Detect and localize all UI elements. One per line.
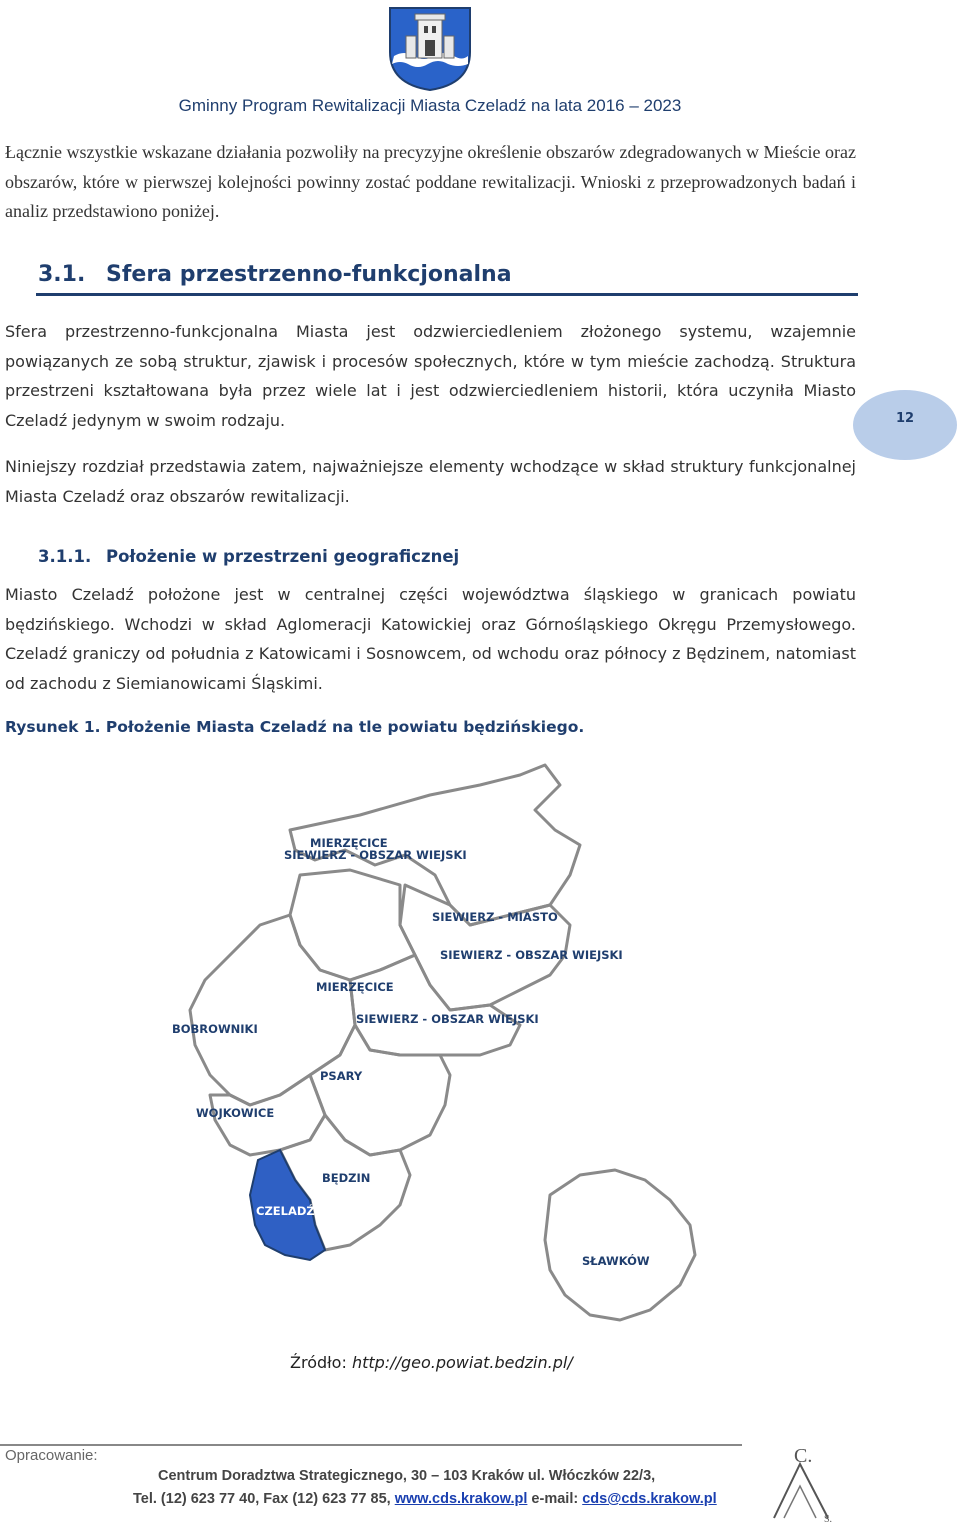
map-region-siewierz-obszar-mid <box>350 955 520 1055</box>
cds-logo-icon <box>764 1446 838 1524</box>
map-label-mierzecice-mid: MIERZĘCICE <box>316 980 394 994</box>
map-label-psary: PSARY <box>320 1069 363 1083</box>
footer-phone-fax: Tel. (12) 623 77 40, Fax (12) 623 77 85, <box>133 1491 395 1507</box>
map-region-psary <box>310 1025 450 1155</box>
subsection-title: Położenie w przestrzeni geograficznej <box>106 547 460 566</box>
section-paragraph-1: Sfera przestrzenno-funkcjonalna Miasta jest odzwierciedleniem złożonego systemu, wzajemnie powiązanych ze sobą struktur, zjawisk i procesów społecznych, które w tym mieście zachodzą. Struktura przestrzeni kształtowana była przez wiele lat i jest odzwierciedleniem historii, która uczyniła Miasto Czeladź jedynym w swoim rodzaju. <box>5 322 856 430</box>
figure-source-url[interactable]: http://geo.powiat.bedzin.pl/ <box>351 1353 573 1372</box>
section-number: 3.1. <box>38 262 86 287</box>
footer-label: Opracowanie: <box>5 1447 98 1464</box>
footer-contact <box>133 1491 717 1507</box>
cds-logo-sub: S. <box>824 1514 833 1524</box>
map-label-siewierz-miasto: SIEWIERZ - MIASTO <box>432 910 558 924</box>
section-title: Sfera przestrzenno-funkcjonalna <box>106 262 512 287</box>
footer-email-prefix: e-mail: <box>527 1491 583 1507</box>
footer-divider <box>0 1444 742 1446</box>
cds-logo-text: C. <box>794 1446 813 1467</box>
map-label-siewierz-obszar-right: SIEWIERZ - OBSZAR WIEJSKI <box>440 948 623 962</box>
page-number: 12 <box>895 411 915 426</box>
section-paragraph-2: Niniejszy rozdział przedstawia zatem, najważniejsze elementy wchodzące w skład struktury funkcjonalnej Miasta Czeladź oraz obszarów rewitalizacji. <box>5 457 856 506</box>
subsection-paragraph: Miasto Czeladź położone jest w centralnej części województwa śląskiego w granicach powiatu będzińskiego. Wchodzi w skład Aglomeracji Katowickiej oraz Górnośląskiego Okręgu Przemysłowego. Czeladź graniczy od południa z Katowicami i Sosnowcem, od wchodu oraz północy z Będzinem, natomiast od zachodu z Siemianowicami Śląskimi. <box>5 585 856 693</box>
figure-caption: Rysunek 1. Położenie Miasta Czeladź na tle powiatu będzińskiego. <box>5 718 585 736</box>
map-label-siewierz-obszar-top: SIEWIERZ - OBSZAR WIEJSKI <box>284 848 467 862</box>
intro-paragraph: Łącznie wszystkie wskazane działania pozwoliły na precyzyjne określenie obszarów zdegradowanych w Mieście oraz obszarów, które w pierwszej kolejności powinny zostać poddane rewitalizacji. Wnioski z przeprowadzonych badań i analiz przedstawiono poniżej. <box>5 142 856 221</box>
footer-website-link[interactable]: www.cds.krakow.pl <box>394 1491 528 1507</box>
footer-address: Centrum Doradztwa Strategicznego, 30 – 103 Kraków ul. Włóczków 22/3, <box>158 1468 656 1484</box>
map-label-siewierz-obszar-mid: SIEWIERZ - OBSZAR WIEJSKI <box>356 1012 539 1026</box>
map-label-czeladz: CZELADŹ <box>256 1204 315 1218</box>
map-region-slawkow <box>545 1170 695 1320</box>
map-label-bobrowniki: BOBROWNIKI <box>172 1022 258 1036</box>
map-label-bedzin: BĘDZIN <box>322 1171 371 1185</box>
figure-source <box>290 1353 573 1372</box>
figure-source-label: Źródło: <box>290 1353 352 1372</box>
footer-email-link[interactable]: cds@cds.krakow.pl <box>582 1491 717 1507</box>
map-label-wojkowice: WOJKOWICE <box>196 1106 275 1120</box>
map-label-slawkow: SŁAWKÓW <box>582 1254 650 1268</box>
coat-of-arms-icon <box>388 6 472 92</box>
county-map <box>150 755 730 1335</box>
subsection-number: 3.1.1. <box>38 547 92 566</box>
map-label-mierzecice-top: MIERZĘCICE <box>310 836 388 850</box>
section-divider <box>36 293 858 296</box>
header-title: Gminny Program Rewitalizacji Miasta Czeladź na lata 2016 – 2023 <box>178 96 682 115</box>
